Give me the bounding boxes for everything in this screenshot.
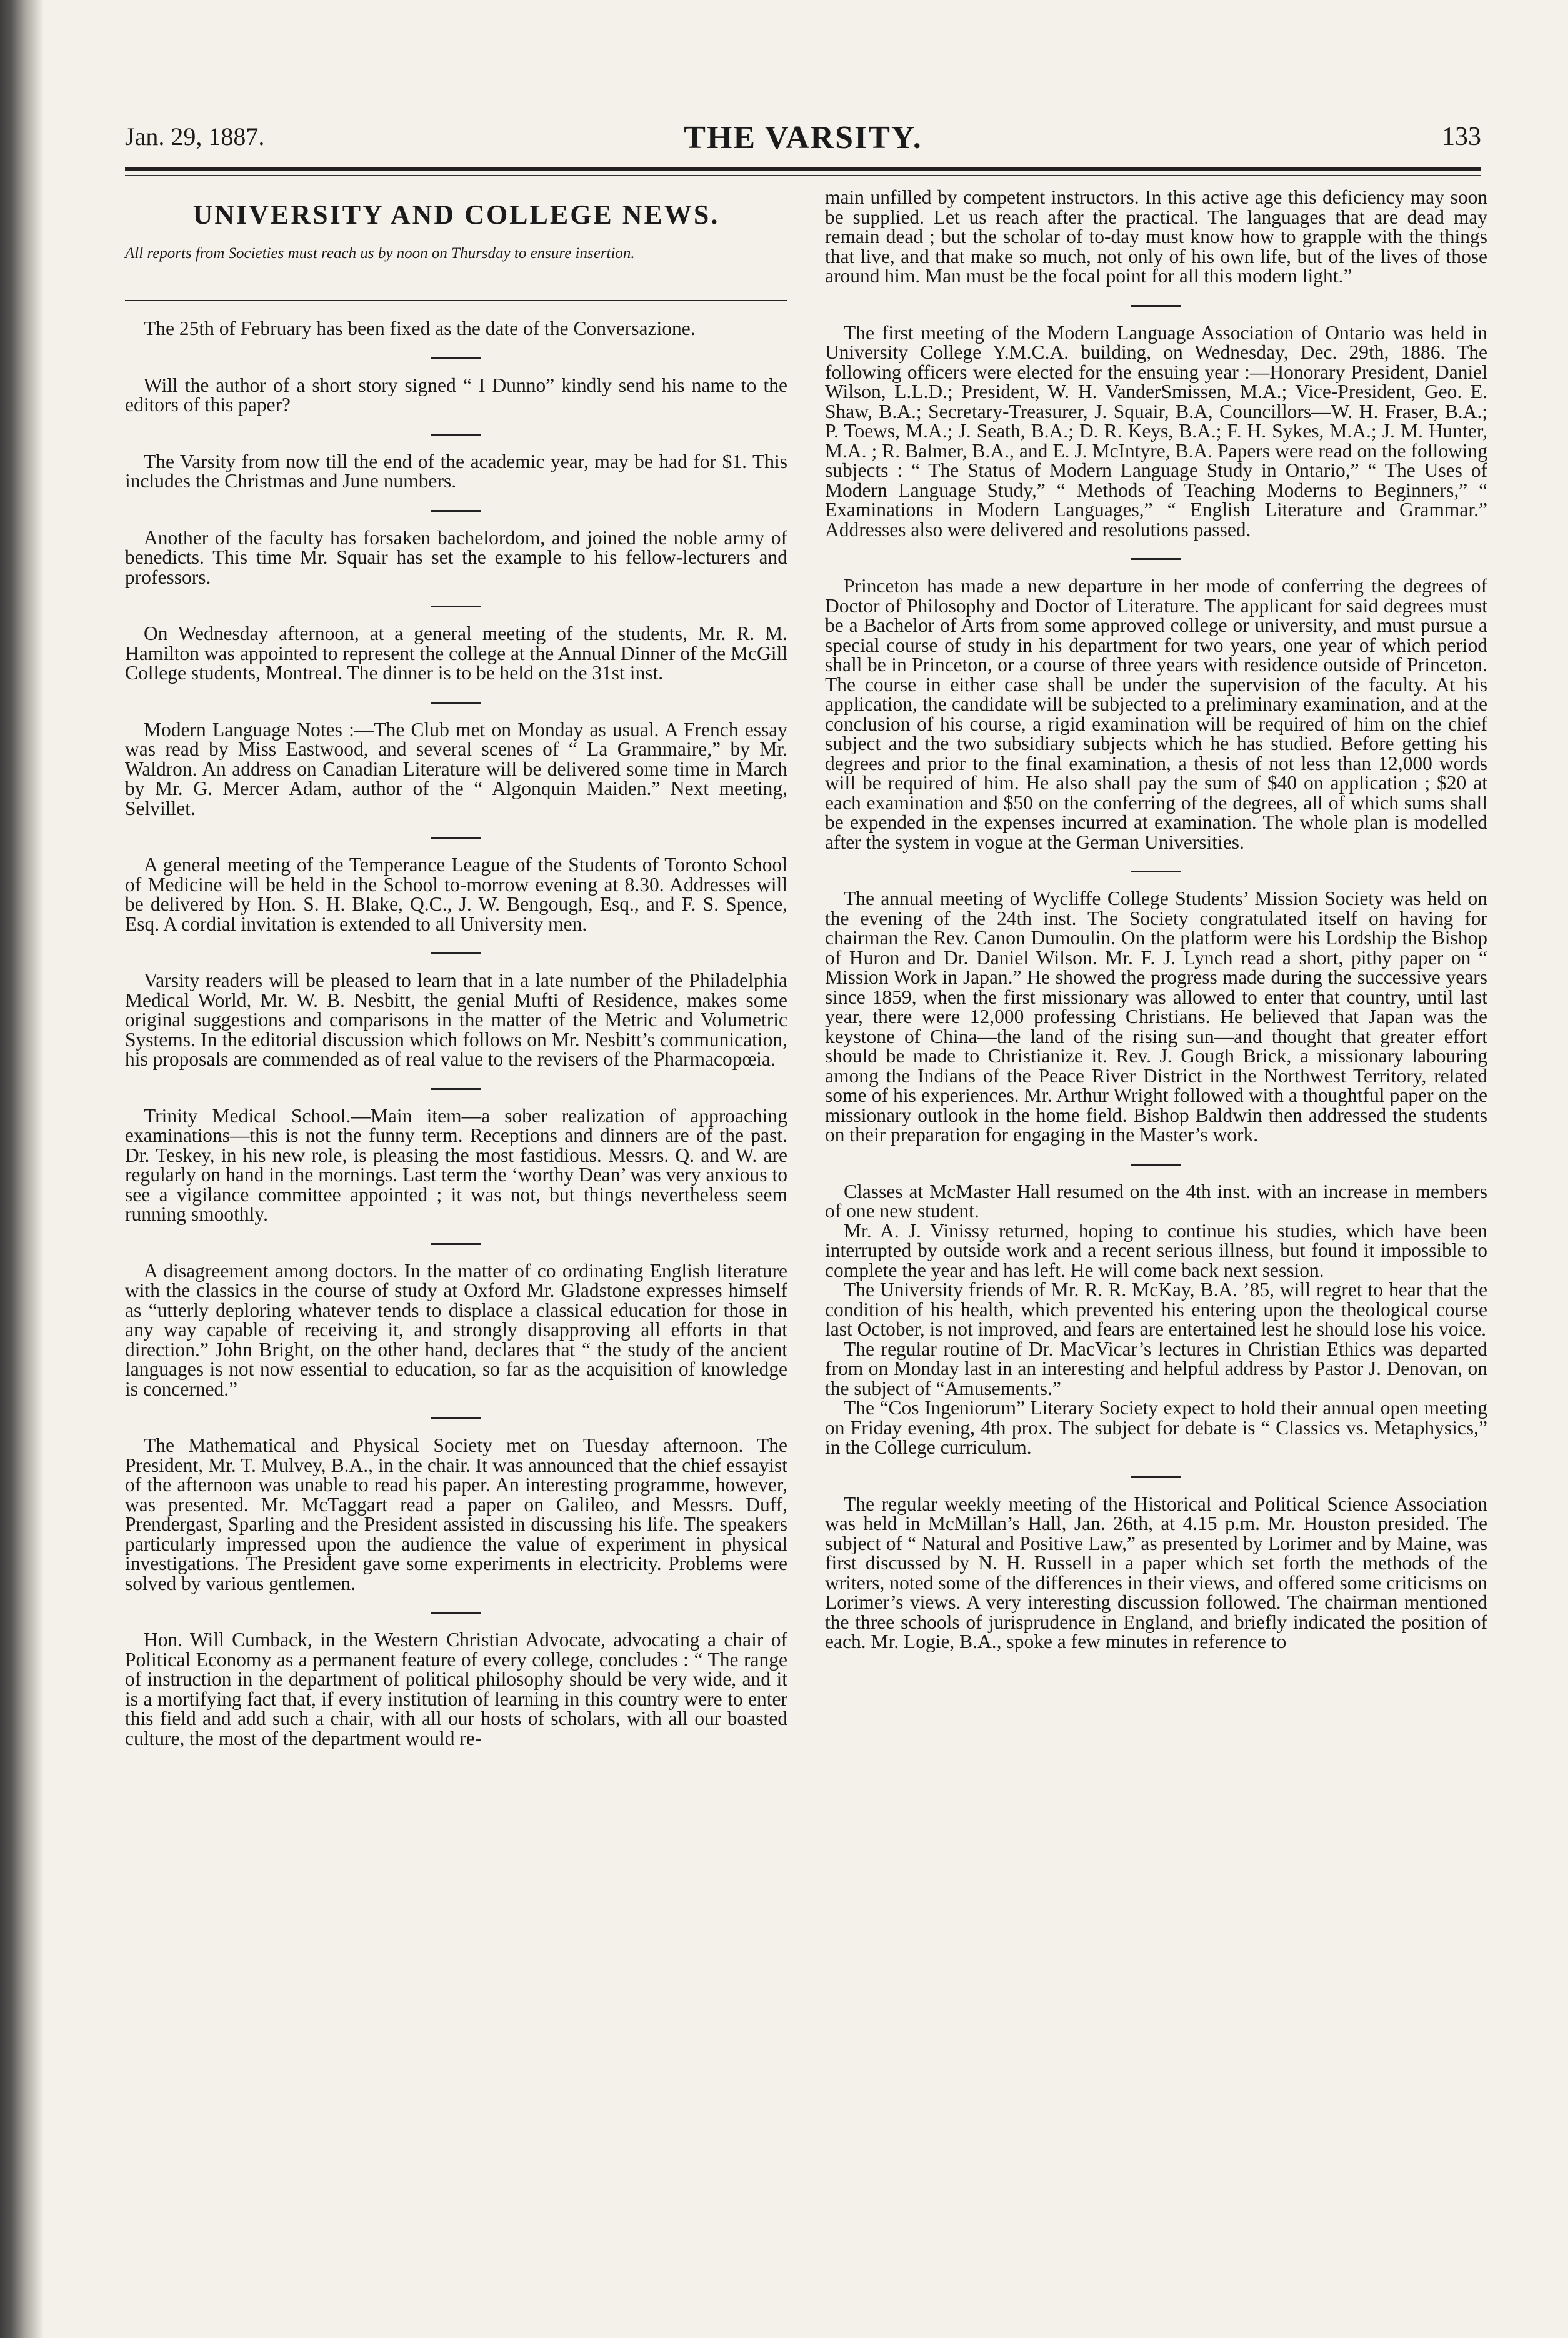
- mcmaster-note: Mr. A. J. Vinissy returned, hoping to continue his studies, which have been interrupted by outside work and a recent serious illness, but found it impossible to complete the year and has left. He will come back next session.: [825, 1219, 1487, 1281]
- item-divider: [431, 1612, 481, 1614]
- item-divider: [431, 510, 481, 512]
- header-rule-thin: [125, 175, 1481, 176]
- item-divider: [431, 952, 481, 954]
- item-divider: [431, 357, 481, 359]
- masthead-title: THE VARSITY.: [684, 120, 922, 156]
- news-item: A disagreement among doctors. In the matter of co ordinating English literature with the classics in the course of study at Oxford Mr. Gladstone expresses himself as “utterly deploring whatever tends to displace a classical education for those in any way capable of receiving it, and strongly disapproving all efforts in that direction.” John Bright, on the other hand, declares that “ the study of the ancient languages is not now essential to education, so far as the acquisition of knowledge is concerned.”: [125, 1259, 787, 1400]
- news-item: Varsity readers will be pleased to learn that in a late number of the Philadelphia Medical World, Mr. W. B. Nesbitt, the genial Mufti of Residence, makes some original suggestions and comparisons in the matter of the Metric and Volumetric Systems. In the editorial discussion which follows on Mr. Nesbitt’s communication, his proposals are commended as of real value to the revisers of the Pharmacopœia.: [125, 969, 787, 1070]
- news-item: Another of the faculty has forsaken bachelordom, and joined the noble army of benedicts. This time Mr. Squair has set the example to his fellow-lecturers and professors.: [125, 526, 787, 588]
- news-item: Hon. Will Cumback, in the Western Christian Advocate, advocating a chair of Political Economy as a permanent feature of every college, concludes : “ The range of instruction in the department of political philosophy should be very wide, and it is a mortifying fact that, if every institution of learning in this country were to enter this field and add such a chair, with all our hosts of scholars, with all our boasted culture, the most of the department would re-: [125, 1629, 787, 1749]
- right-column: [825, 187, 1487, 1652]
- item-divider: [1131, 871, 1181, 872]
- news-item: The 25th of February has been fixed as the date of the Conversazione.: [144, 317, 696, 339]
- news-item: A general meeting of the Temperance League of the Students of Toronto School of Medicine will be held in the School to-morrow evening at 8.30. Addresses will be delivered by Hon. S. H. Blake, Q.C., J. W. Bengough, Esq., and F. S. Spence, Esq. A cordial invitation is extended to all University men.: [125, 854, 787, 935]
- left-column: [125, 187, 787, 1748]
- item-divider: [431, 1088, 481, 1090]
- item-divider: [431, 702, 481, 704]
- header-rule: [125, 167, 1481, 171]
- item-divider: [431, 1417, 481, 1419]
- item-divider: [431, 1243, 481, 1245]
- news-item: Princeton has made a new departure in her mode of conferring the degrees of Doctor of Philosophy and Doctor of Literature. The applicant for said degrees must be a Bachelor of Arts from some approved college or university, and must pursue a special course of study in his department for two years, one year of which period shall be in Princeton, or a course of three years with residence outside of Princeton. The course in either case shall be under the supervision of the faculty. At his application, the candidate will be subjected to a preliminary examination, and at the conclusion of his course, a rigid examination will be required of him on the chief subject and the two subsidiary subjects which he has studied. Before getting his degrees and prior to the final examination, a thesis of not less than 12,000 words will be required of him. He also shall pay the sum of $40 on application ; $20 at each examination and $50 on the conferring of the degrees, all of which sums shall be expended in the expenses incurred at examination. The whole plan is modelled after the system in vogue at the German Universities.: [825, 575, 1487, 853]
- news-item: Trinity Medical School.—Main item—a sober realization of approaching examinations—this is not the funny term. Receptions and dinners are of the past. Dr. Teskey, in his new role, is pleasing the most fastidious. Messrs. Q. and W. are regularly on hand in the mornings. Last term the ‘worthy Dean’ was very anxious to see a vigilance committee appointed ; it was not, but things nevertheless seem running smoothly.: [125, 1104, 787, 1225]
- news-item: The Mathematical and Physical Society met on Tuesday afternoon. The President, Mr. T. Mulvey, B.A., in the chair. It was announced that the chief essayist of the afternoon was unable to read his paper. An interesting programme, however, was presented. Mr. McTaggart read a paper on Galileo, and Messrs. Duff, Prendergast, Sparling and the President assisted in discussing his life. The speakers particularly impressed upon the audience the value of experiment in physical investigations. The President gave some experiments in electricity. Problems were solved by various gentlemen.: [125, 1434, 787, 1594]
- item-divider: [1131, 1164, 1181, 1166]
- item-divider: [1131, 1476, 1181, 1478]
- issue-date: Jan. 29, 1887.: [125, 122, 265, 151]
- page-number: 133: [1442, 122, 1481, 151]
- item-divider: [1131, 558, 1181, 560]
- page-header: [125, 122, 1481, 159]
- submission-notice: All reports from Societies must reach us by noon on Thursday to ensure insertion.: [125, 245, 635, 262]
- news-item: On Wednesday afternoon, at a general meeting of the students, Mr. R. M. Hamilton was appointed to represent the college at the Annual Dinner of the McGill College students, Montreal. The dinner is to be held on the 31st inst.: [125, 622, 787, 684]
- news-item: Modern Language Notes :—The Club met on Monday as usual. A French essay was read by Miss Eastwood, and several scenes of “ La Grammaire,” by Mr. Waldron. An address on Canadian Literature will be delivered some time in March by Mr. G. Mercer Adam, author of the “ Algonquin Maiden.” Next meeting, Selvillet.: [125, 718, 787, 819]
- news-item-continued: main unfilled by competent instructors. In this active age this deficiency may soon be supplied. Let us reach after the practical. The languages that are dead may remain dead ; but the scholar of to-day must know how to grapple with the things that live, and that make so much, not only of his own life, but of the lives of those around him. Man must be the focal point for all this modern light.”: [825, 186, 1487, 287]
- mcmaster-note: The “Cos Ingeniorum” Literary Society expect to hold their annual open meeting on Friday evening, 4th prox. The subject for debate is “ Classics vs. Metaphysics,” in the College curriculum.: [825, 1397, 1487, 1458]
- item-divider: [1131, 305, 1181, 307]
- section-divider: [125, 300, 787, 301]
- binding-edge: [0, 0, 44, 2338]
- mcmaster-note: The University friends of Mr. R. R. McKay, B.A. ’85, will regret to hear that the condition of his health, which prevented his entering upon the theological course last October, is not improved, and fears are entertained lest he should lose his voice.: [825, 1279, 1487, 1340]
- item-divider: [431, 837, 481, 839]
- news-item: The regular weekly meeting of the Historical and Political Science Association was held in McMillan’s Hall, Jan. 26th, at 4.15 p.m. Mr. Houston presided. The subject of “ Natural and Positive Law,” as presented by Lorimer and by Maine, was first discussed by N. H. Russell in a paper which set forth the methods of the writers, noted some of the differences in their views, and offered some criticisms on Lorimer’s views. A very interesting discussion followed. The chairman mentioned the three schools of jurisprudence in England, and briefly indicated the position of each. Mr. Logie, B.A., spoke a few minutes in reference to: [825, 1492, 1487, 1652]
- news-item: Will the author of a short story signed “ I Dunno” kindly send his name to the editors of this paper?: [125, 374, 787, 416]
- mcmaster-note: The regular routine of Dr. MacVicar’s lectures in Christian Ethics was departed from on Monday last in an interesting and helpful address by Pastor J. Denovan, on the subject of “Amusements.”: [825, 1337, 1487, 1399]
- mcmaster-note: Classes at McMaster Hall resumed on the 4th inst. with an increase in members of one new student.: [825, 1180, 1487, 1222]
- item-divider: [431, 434, 481, 436]
- news-item: The first meeting of the Modern Language Association of Ontario was held in University College Y.M.C.A. building, on Wednesday, Dec. 29th, 1886. The following officers were elected for the ensuing year :—Honorary President, Daniel Wilson, L.L.D.; President, W. H. VanderSmissen, M.A.; Vice-President, Geo. E. Shaw, B.A.; Secretary-Treasurer, J. Squair, B.A, Councillors—W. H. Fraser, B.A.; P. Toews, M.A.; J. Seath, B.A.; D. R. Keys, B.A.; F. H. Sykes, M.A.; J. M. Hunter, M.A. ; R. Balmer, B.A., and E. J. McIntyre, B.A. Papers were read on the following subjects : “ The Status of Modern Language Study in Ontario,” “ The Uses of Modern Language Study,” “ Methods of Teaching Moderns to Beginners,” “ Examinations in Modern Languages,” “ English Literature and Grammar.” Addresses also were delivered and resolutions passed.: [825, 321, 1487, 541]
- item-divider: [431, 606, 481, 607]
- news-item: The Varsity from now till the end of the academic year, may be had for $1. This includes the Christmas and June numbers.: [125, 450, 787, 492]
- section-title: UNIVERSITY AND COLLEGE NEWS.: [192, 199, 720, 230]
- news-item: The annual meeting of Wycliffe College Students’ Mission Society was held on the evening of the 24th inst. The Society congratulated itself on having for chairman the Rev. Canon Dumoulin. On the platform were his Lordship the Bishop of Huron and Dr. Daniel Wilson. Mr. F. J. Lynch read a short, pithy paper on “ Mission Work in Japan.” He showed the progress made during the successive years since 1859, when the first missionary was allowed to enter that country, until last year, there were 12,000 professing Christians. He believed that Japan was the keystone of China—the land of the rising sun—and thought that greater effort should be made to Christianize it. Rev. J. Gough Brick, a missionary labouring among the Indians of the Peace River District in the Northwest Territory, related some of his experiences. Mr. Arthur Wright followed with a thoughtful paper on the missionary outlook in the home field. Bishop Baldwin then addressed the students on their preparation for engaging in the Master’s work.: [825, 887, 1487, 1146]
